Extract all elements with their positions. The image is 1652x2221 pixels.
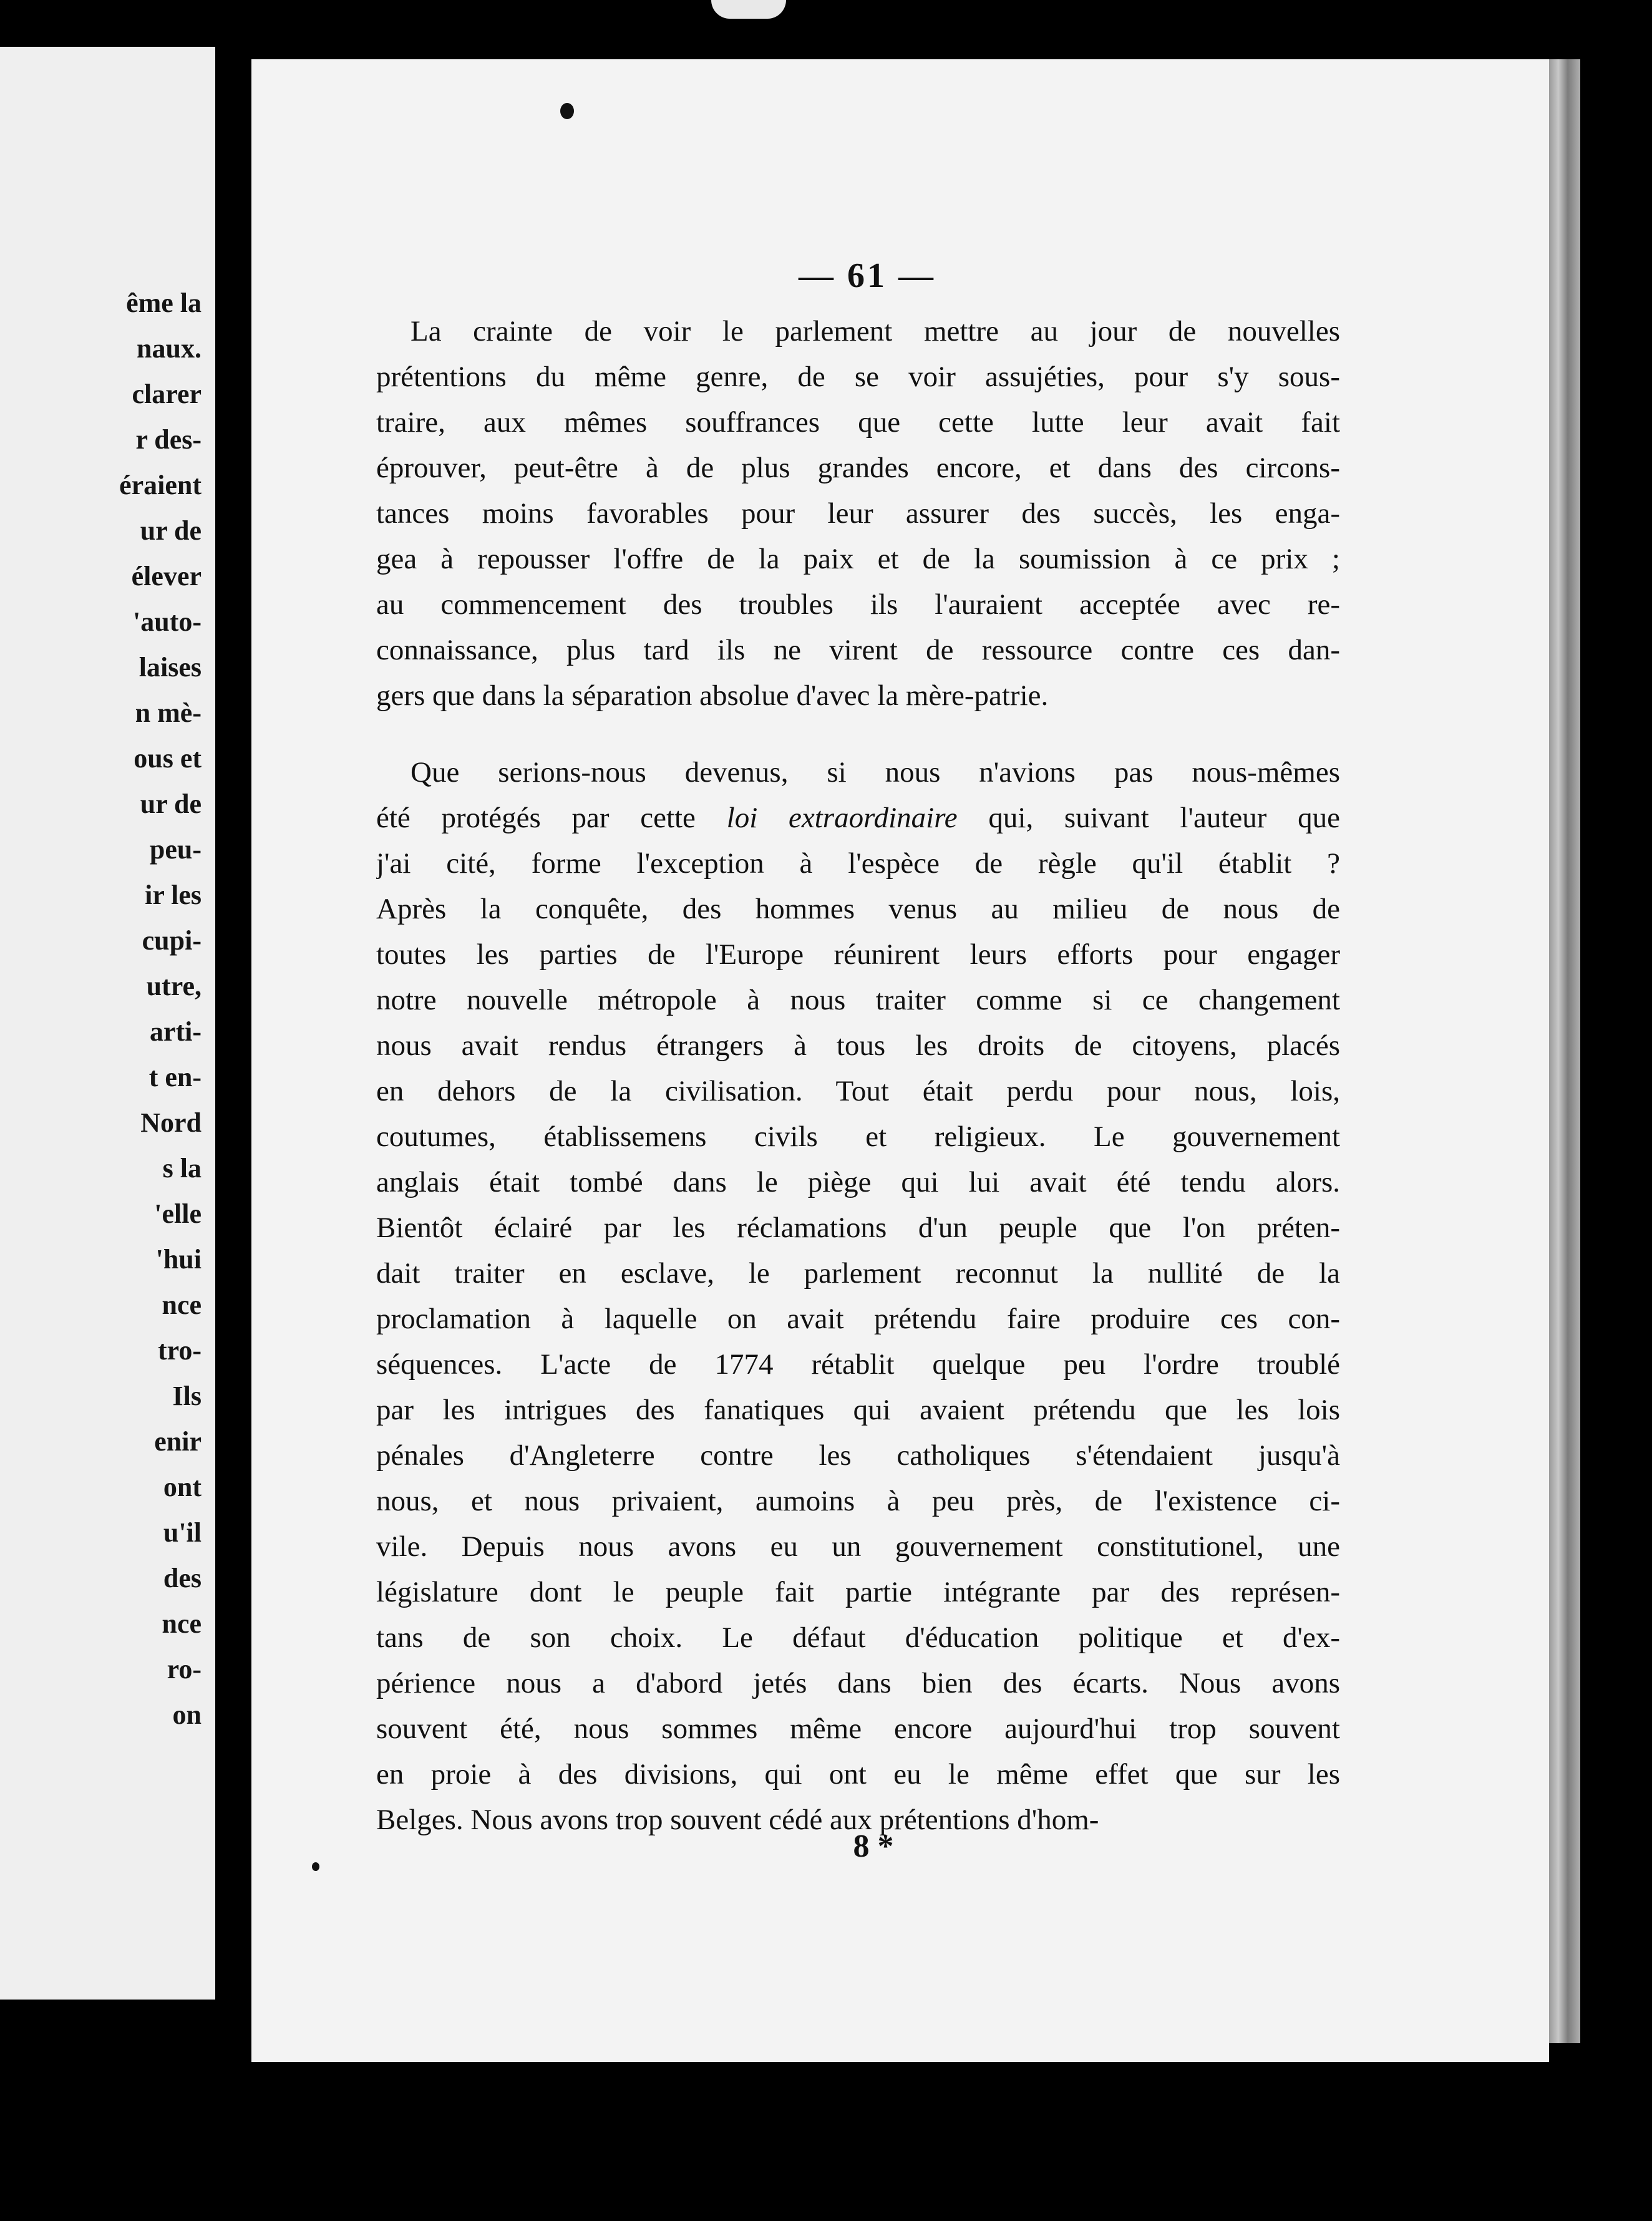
left-page-line: laises xyxy=(138,652,202,683)
text-line: au commencement des troubles ils l'auraient acceptée avec re- xyxy=(376,588,1340,621)
text-line: nous, et nous privaient, aumoins à peu près, de l'existence ci- xyxy=(376,1485,1340,1517)
left-page-line: u'il xyxy=(163,1517,202,1548)
left-page-line: cupi- xyxy=(142,925,202,956)
page-edge xyxy=(1549,59,1580,2043)
left-page-line: n mè- xyxy=(135,697,202,728)
text-line: proclamation à laquelle on avait prétendu faire produire ces con- xyxy=(376,1303,1340,1335)
left-page-line: 'auto- xyxy=(133,606,202,637)
left-page-line: peu- xyxy=(149,834,202,865)
left-page-line: r des- xyxy=(135,424,202,455)
text-line: toutes les parties de l'Europe réunirent leurs efforts pour engager xyxy=(376,938,1340,971)
left-page-line: ro- xyxy=(167,1654,202,1684)
left-page-line: enir xyxy=(154,1426,202,1457)
text-line: en dehors de la civilisation. Tout était perdu pour nous, lois, xyxy=(376,1075,1340,1107)
left-page-line: 'hui xyxy=(155,1244,202,1275)
text-line: nous avait rendus étrangers à tous les droits de citoyens, placés xyxy=(376,1029,1340,1062)
left-page-line: on xyxy=(172,1699,202,1730)
left-page-line: Nord xyxy=(140,1107,202,1138)
left-page-line: ême la xyxy=(126,288,202,318)
text-line: La crainte de voir le parlement mettre au jour de nouvelles xyxy=(411,315,1340,347)
text-line: prétentions du même genre, de se voir assujéties, pour s'y sous- xyxy=(376,361,1340,393)
left-page-line: naux. xyxy=(137,333,202,364)
ink-blot xyxy=(560,103,574,119)
left-page-line: clarer xyxy=(132,379,202,409)
text-line: tans de son choix. Le défaut d'éducation politique et d'ex- xyxy=(376,1621,1340,1654)
italic-phrase: loi extraordinaire xyxy=(726,802,958,834)
text-line: Après la conquête, des hommes venus au milieu de nous de xyxy=(376,893,1340,925)
left-page-line: arti- xyxy=(149,1016,202,1047)
text-run: qui, suivant l'auteur que xyxy=(957,802,1340,834)
left-page-line: t en- xyxy=(148,1062,202,1092)
left-page-line: 'elle xyxy=(154,1198,202,1229)
text-line: législature dont le peuple fait partie intégrante par des représen- xyxy=(376,1576,1340,1608)
body-text xyxy=(376,309,1340,1843)
text-line: traire, aux mêmes souffrances que cette lutte leur avait fait xyxy=(376,406,1340,439)
left-page-line: ous et xyxy=(134,743,202,774)
text-line: gea à repousser l'offre de la paix et de la soumission à ce prix ; xyxy=(376,543,1340,575)
text-line: pénales d'Angleterre contre les catholiques s'étendaient jusqu'à xyxy=(376,1439,1340,1472)
signature-mark: 8 * xyxy=(853,1829,894,1864)
text-line: dait traiter en esclave, le parlement reconnut la nullité de la xyxy=(376,1257,1340,1290)
text-line: vile. Depuis nous avons eu un gouvernement constitutionel, une xyxy=(376,1530,1340,1563)
text-line: Que serions-nous devenus, si nous n'avions pas nous-mêmes xyxy=(411,756,1340,789)
text-line: éprouver, peut-être à de plus grandes encore, et dans des circons- xyxy=(376,452,1340,484)
text-line: Belges. Nous avons trop souvent cédé aux prétentions d'hom- xyxy=(376,1804,1099,1836)
left-page-line: tro- xyxy=(157,1335,202,1366)
left-page-line: s la xyxy=(162,1153,202,1183)
left-page-line: éraient xyxy=(119,470,202,500)
left-page-line: ur de xyxy=(140,789,202,819)
text-line: séquences. L'acte de 1774 rétablit quelque peu l'ordre troublé xyxy=(376,1348,1340,1381)
left-page-line: élever xyxy=(131,561,202,591)
text-line: souvent été, nous sommes même encore aujourd'hui trop souvent xyxy=(376,1713,1340,1745)
text-line: coutumes, établissemens civils et religieux. Le gouvernement xyxy=(376,1120,1340,1153)
page-number: — 61 — xyxy=(799,256,936,295)
previous-page-fragment xyxy=(0,47,215,2000)
text-line: connaissance, plus tard ils ne virent de ressource contre ces dan- xyxy=(376,634,1340,666)
book-gutter xyxy=(215,0,251,2221)
left-page-line: utre, xyxy=(146,971,202,1001)
page-fold xyxy=(711,0,786,19)
text-line: notre nouvelle métropole à nous traiter comme si ce changement xyxy=(376,984,1340,1016)
left-page-line: ont xyxy=(163,1472,202,1502)
text-line: tances moins favorables pour leur assurer des succès, les enga- xyxy=(376,497,1340,530)
left-page-line: Ils xyxy=(172,1381,202,1411)
left-page-line: ur de xyxy=(140,515,202,546)
text-line: gers que dans la séparation absolue d'avec la mère-patrie. xyxy=(376,679,1049,712)
left-page-line: nce xyxy=(162,1290,202,1320)
text-line: en proie à des divisions, qui ont eu le même effet que sur les xyxy=(376,1758,1340,1791)
text-line: j'ai cité, forme l'exception à l'espèce de règle qu'il établit ? xyxy=(376,847,1340,880)
text-run: été protégés par cette xyxy=(376,802,727,834)
text-line: par les intrigues des fanatiques qui avaient prétendu que les lois xyxy=(376,1394,1340,1426)
paragraph-gap xyxy=(376,719,1340,750)
ink-speck xyxy=(312,1862,319,1871)
left-page-line: des xyxy=(163,1563,202,1593)
text-line xyxy=(376,795,1340,841)
text-line: Bientôt éclairé par les réclamations d'un peuple que l'on préten- xyxy=(376,1212,1340,1244)
text-line: anglais était tombé dans le piège qui lui avait été tendu alors. xyxy=(376,1166,1340,1198)
left-page-line: nce xyxy=(162,1608,202,1639)
left-page-line: ir les xyxy=(145,880,202,910)
text-line: périence nous a d'abord jetés dans bien des écarts. Nous avons xyxy=(376,1667,1340,1699)
